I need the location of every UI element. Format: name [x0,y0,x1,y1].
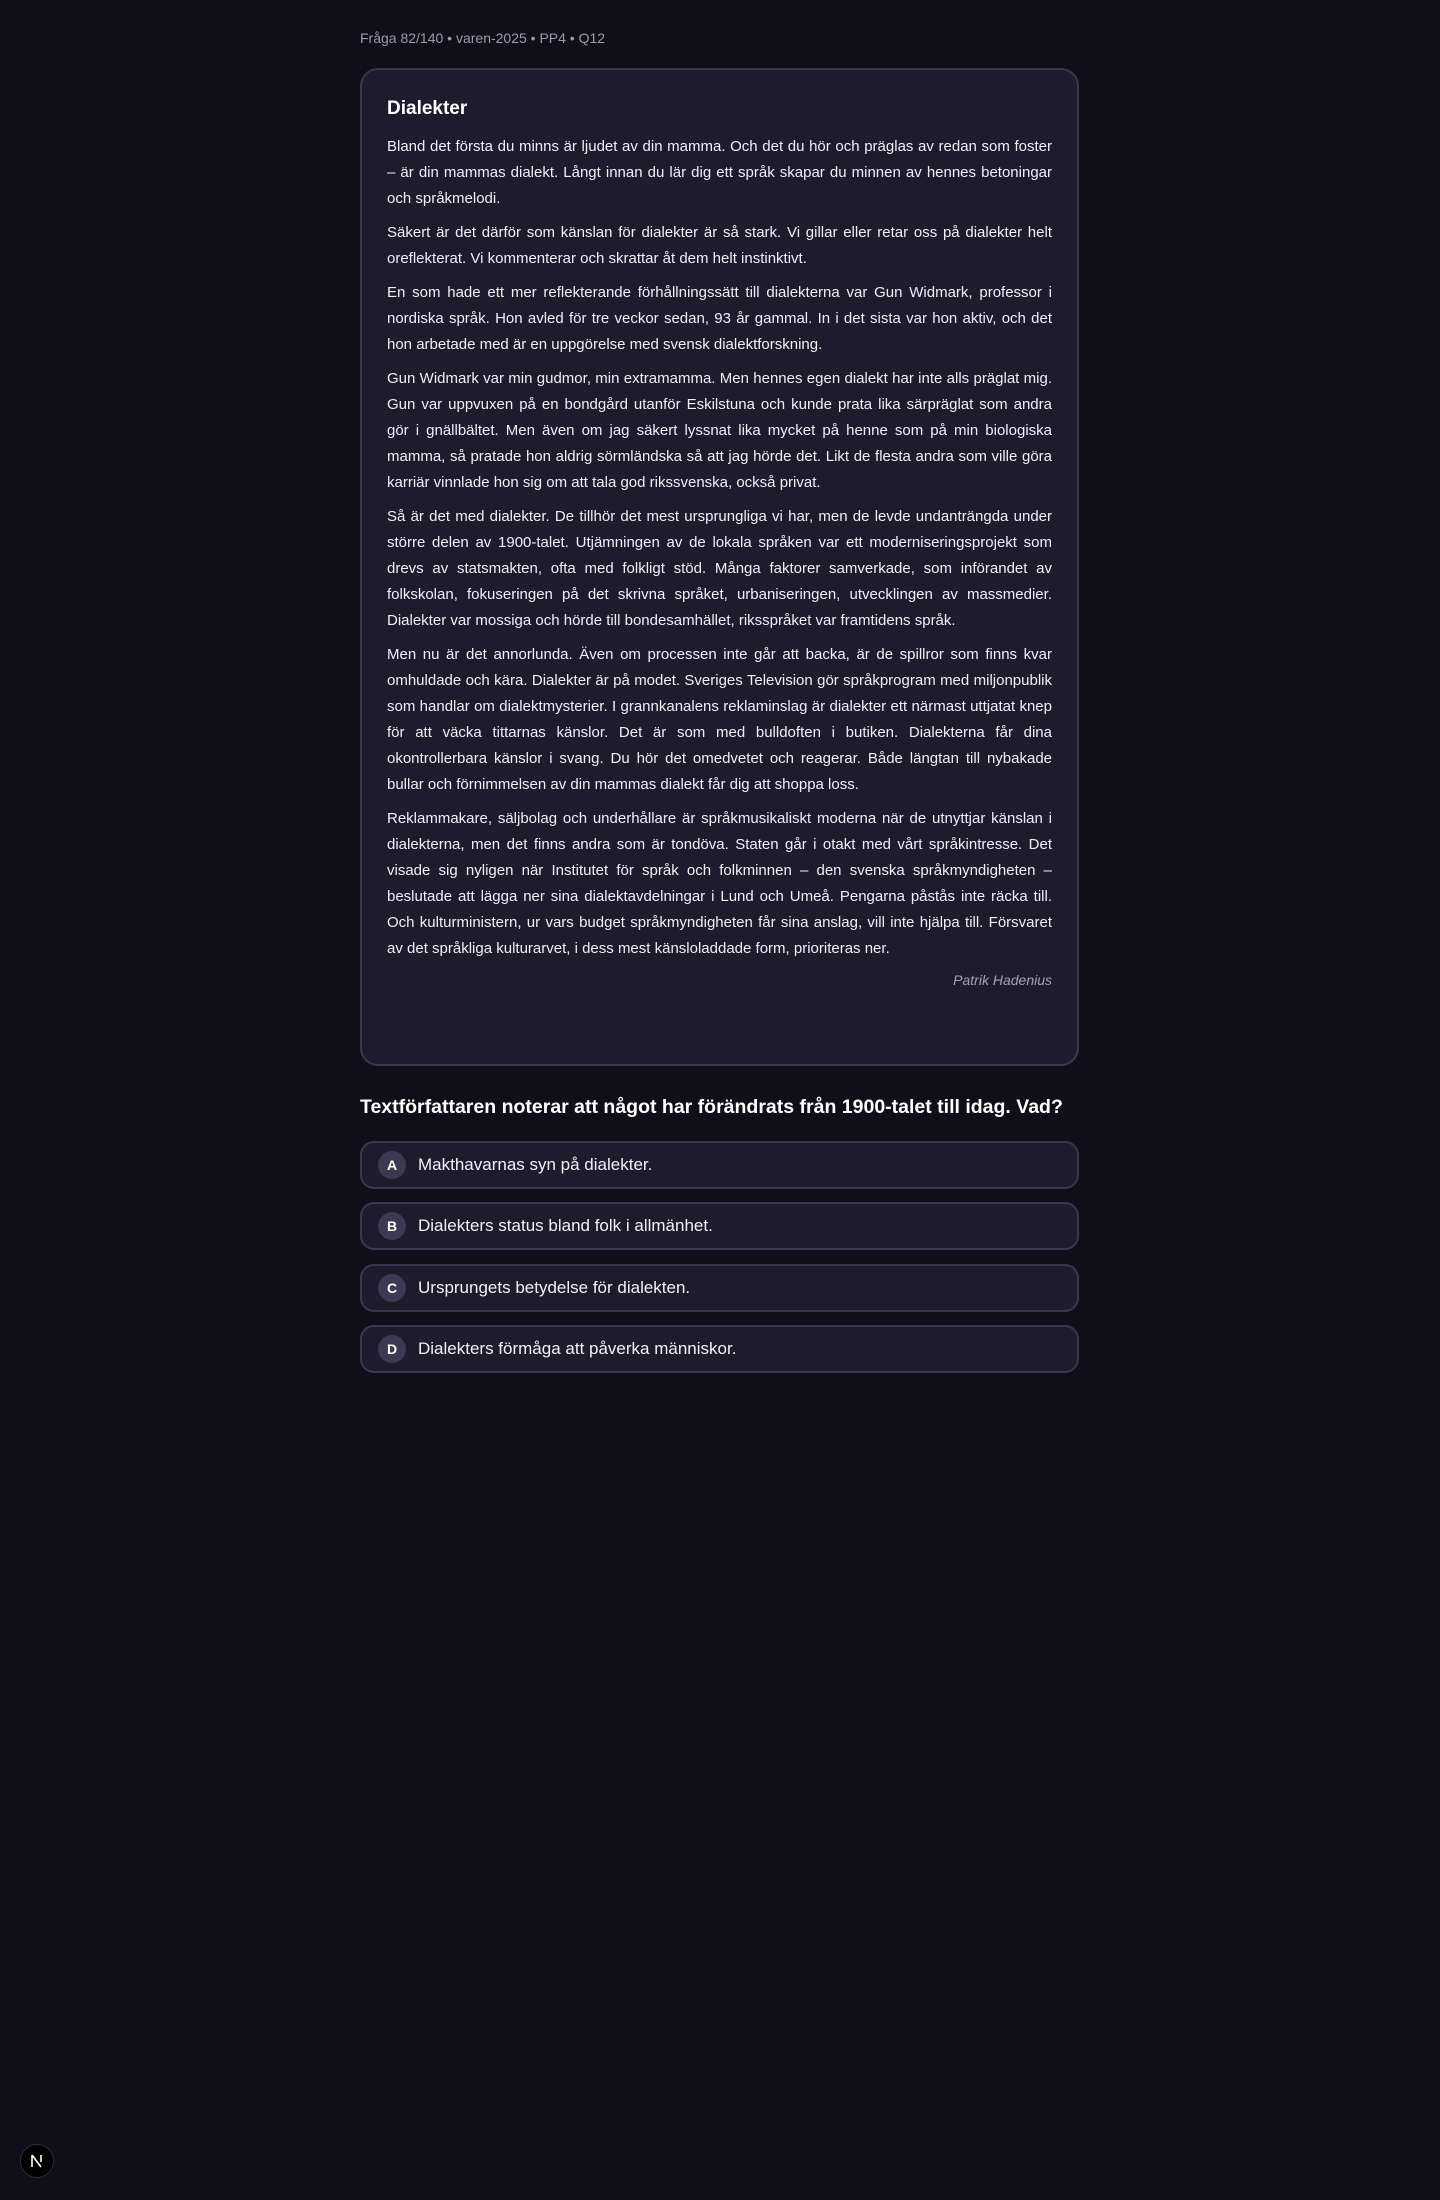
answer-option-a[interactable] [360,1141,1079,1189]
option-label: Dialekters förmåga att påverka människor. [418,1338,737,1358]
option-label: Dialekters status bland folk i allmänhet. [418,1216,713,1236]
passage-paragraph: Så är det med dialekter. De tillhör det mest ursprungliga vi har, men de levde undanträngda under större delen av 1900-talet. Utjämningen av de lokala språken var ett moderniseringsprojekt som drevs av statsmakten, ofta med folkligt stöd. Många faktorer samverkade, som införandet av folkskolan, fokuseringen på det skrivna språket, urbaniseringen, utvecklingen av massmedier. Dialekter var mossiga och hörde till bondesamhället, riksspråket var framtidens språk. [387,508,1052,629]
answer-options [360,1141,1079,1386]
passage-paragraph: Reklammakare, säljbolag och underhållare är språkmusikaliskt moderna när de utnyttjar känslan i dialekterna, men det finns andra som är tondöva. Staten går i otakt med vårt språkintresse. Det visade sig nyligen när Institutet för språk och folkminnen – den svenska språkmyndigheten – beslutade att lägga ner sina dialektavdelningar i Lund och Umeå. Pengarna påstås inte räcka till. Och kulturministern, ur vars budget språkmyndigheten får sina anslag, vill inte hjälpa till. Försvaret av det språkliga kulturarvet, i dess mest känsloladdade form, prioriteras ner. [387,810,1052,957]
dev-tools-badge[interactable] [20,2144,54,2178]
passage-paragraph: Gun Widmark var min gudmor, min extramamma. Men hennes egen dialekt har inte alls präglat mig. Gun var uppvuxen på en bondgård utanför Eskilstuna och kunde prata lika särpräglat som andra gör i gnällbältet. Men även om jag säkert lyssnat lika mycket på henne som på min biologiska mamma, så pratade hon aldrig sörmländska så att jag hörde det. Likt de flesta andra som ville göra karriär vinnlade hon sig om att tala god rikssvenska, också privat. [387,370,1052,491]
option-letter-badge: B [378,1212,406,1240]
passage-paragraph: Säkert är det därför som känslan för dialekter är så stark. Vi gillar eller retar oss på dialekter helt oreflekterat. Vi kommenterar och skrattar åt dem helt instinktivt. [387,224,1052,267]
option-letter-badge: C [378,1274,406,1302]
option-letter-badge: A [378,1151,406,1179]
option-letter-badge: D [378,1335,406,1363]
passage-paragraph: En som hade ett mer reflekterande förhållningssätt till dialekterna var Gun Widmark, professor i nordiska språk. Hon avled för tre veckor sedan, 93 år gammal. In i det sista var hon aktiv, och det hon arbetade med är en uppgörelse med svensk dialektforskning. [387,284,1052,353]
n-logo-icon [29,2153,45,2169]
passage-paragraph: Bland det första du minns är ljudet av din mamma. Och det du hör och präglas av redan som foster – är din mammas dialekt. Långt innan du lär dig ett språk skapar du minnen av hennes betoningar och språkmelodi. [387,138,1052,207]
answer-option-b[interactable] [360,1202,1079,1250]
passage-author: Patrik Hadenius [953,972,1052,988]
passage-paragraph: Men nu är det annorlunda. Även om processen inte går att backa, är de spillror som finns kvar omhuldade och kära. Dialekter är på modet. Sveriges Television gör språkprogram med miljonpublik som handlar om dialektmysterier. I grannkanalens reklaminslag är dialekter ett närmast uttjatat knep för att väcka tittarnas känslor. Det är som med bulldoften i butiken. Dialekterna får dina okontrollerbara känslor i svang. Du hör det omedvetet och reagerar. Både längtan till nybakade bullar och förnimmelsen av din mammas dialekt får dig att shoppa loss. [387,646,1052,793]
answer-option-d[interactable] [360,1325,1079,1373]
question-text: Textförfattaren noterar att något har förändrats från 1900-talet till idag. Vad? [360,1096,1063,1118]
option-label: Ursprungets betydelse för dialekten. [418,1277,691,1297]
question-meta: Fråga 82/140 • varen-2025 • PP4 • Q12 [360,30,606,46]
passage-title: Dialekter [387,98,468,119]
passage-card [360,68,1079,1066]
answer-option-c[interactable] [360,1264,1079,1312]
option-label: Makthavarnas syn på dialekter. [418,1155,653,1174]
